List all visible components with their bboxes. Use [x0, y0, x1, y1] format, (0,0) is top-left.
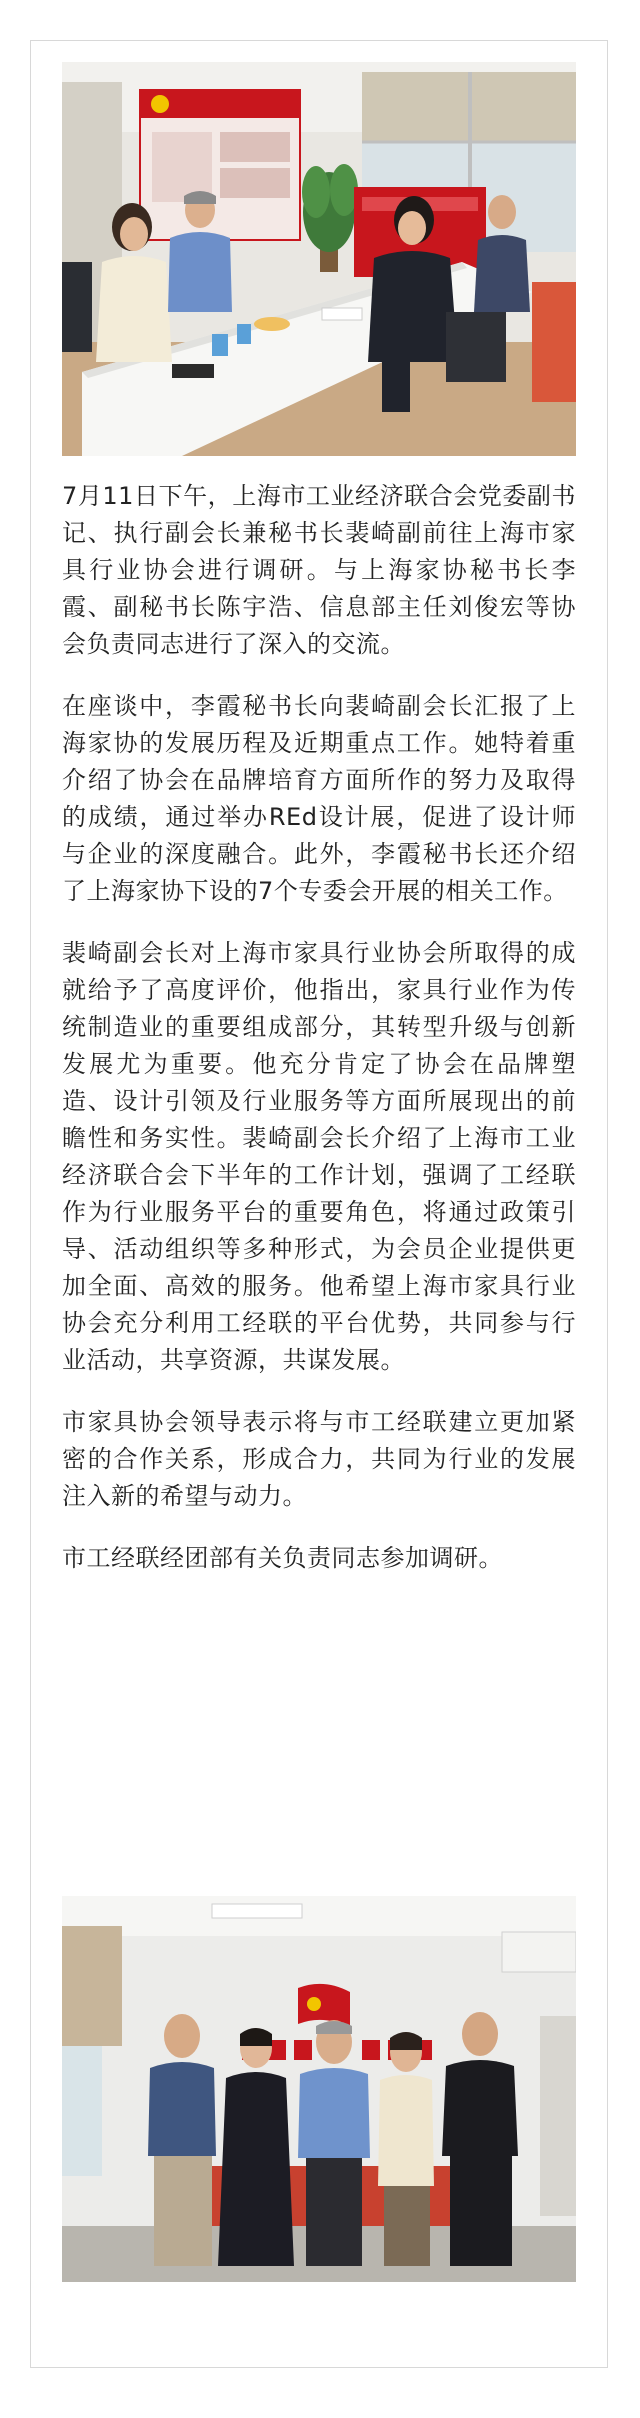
- group-photo: [62, 1896, 576, 2282]
- meeting-photo-illustration: [62, 62, 576, 456]
- paragraph-2: 在座谈中，李霞秘书长向裴崎副会长汇报了上海家协的发展历程及近期重点工作。她特着重介绍了协会在品牌培育方面所作的努力及取得的成绩，通过举办REd设计展，促进了设计师与企业的深度融合。此外，李霞秘书长还介绍了上海家协下设的7个专委会开展的相关工作。: [62, 692, 576, 905]
- article-body: [62, 478, 576, 1602]
- meeting-photo: [62, 62, 576, 456]
- paragraph-3: 裴崎副会长对上海市家具行业协会所取得的成就给予了高度评价，他指出，家具行业作为传统制造业的重要组成部分，其转型升级与创新发展尤为重要。他充分肯定了协会在品牌塑造、设计引领及行业服务等方面所展现出的前瞻性和务实性。裴崎副会长介绍了上海市工业经济联合会下半年的工作计划，强调了工经联作为行业服务平台的重要角色，将通过政策引导、活动组织等多种形式，为会员企业提供更加全面、高效的服务。他希望上海市家具行业协会充分利用工经联的平台优势，共同参与行业活动，共享资源，共谋发展。: [62, 939, 576, 1374]
- paragraph-1: 7月11日下午，上海市工业经济联合会党委副书记、执行副会长兼秘书长裴崎副前往上海市家具行业协会进行调研。与上海家协秘书长李霞、副秘书长陈宇浩、信息部主任刘俊宏等协会负责同志进行了深入的交流。: [62, 482, 576, 658]
- paragraph-4: 市家具协会领导表示将与市工经联建立更加紧密的合作关系，形成合力，共同为行业的发展注入新的希望与动力。: [62, 1408, 576, 1510]
- paragraph-5: 市工经联经团部有关负责同志参加调研。: [62, 1544, 503, 1572]
- group-photo-illustration: [62, 1896, 576, 2282]
